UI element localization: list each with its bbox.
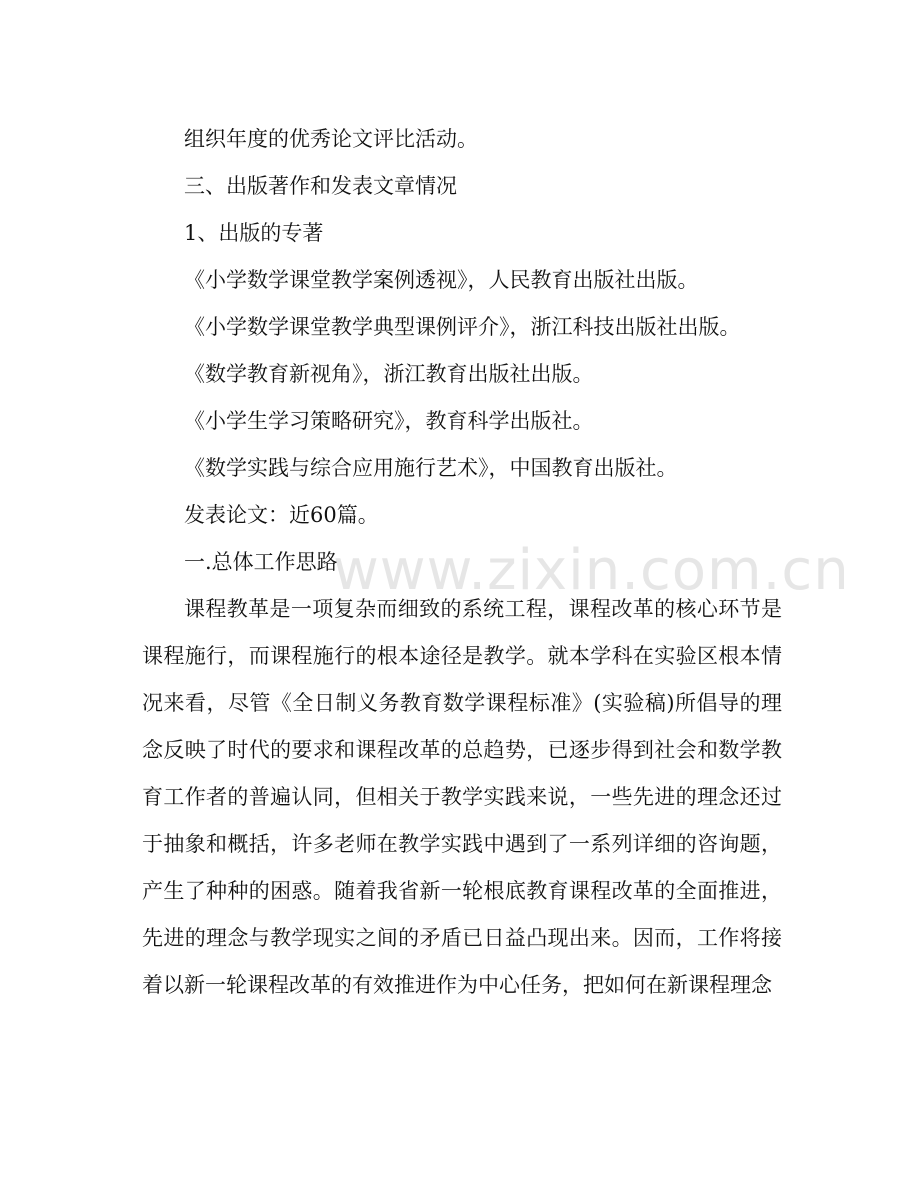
subsection-heading: 1、出版的专著: [184, 221, 324, 245]
watermark: www.zixin.com.cn: [333, 538, 850, 603]
papers-count: 发表论文：近60篇。: [184, 503, 379, 527]
body-paragraph: 课程教革是一项复杂而细致的系统工程，课程改革的核心环节是课程施行，而课程施行的根本途径是教学。就本学科在实验区根本情况来看，尽管《全日制义务教育数学课程标准》(实验稿)所倡导的理念反映了时代的要求和课程改革的总趋势，已逐步得到社会和数学教育工作者的普遍认同，但相关于教学实践来说，一些先进的理念还过于抽象和概括，许多老师在教学实践中遇到了一系列详细的咨询题，产生了种种的困惑。随着我省新一轮根底教育课程改革的全面推进，先进的理念与教学现实之间的矛盾已日益凸现出来。因而，工作将接着以新一轮课程改革的有效推进作为中心任务，把如何在新课程理念: [142, 597, 782, 997]
section-heading: 三、出版著作和发表文章情况: [184, 174, 457, 198]
book-item: 《小学生学习策略研究》，教育科学出版社。: [184, 409, 594, 433]
book-item: 《小学数学课堂教学案例透视》，人民教育出版社出版。: [184, 268, 699, 292]
book-item: 《数学教育新视角》，浙江教育出版社出版。: [184, 362, 594, 386]
book-item: 《小学数学课堂教学典型课例评介》，浙江科技出版社出版。: [184, 315, 741, 339]
document-body: [142, 116, 782, 1030]
text-line: 组织年度的优秀论文评比活动。: [184, 127, 478, 151]
section-heading: 一.总体工作思路: [184, 550, 338, 574]
book-item: 《数学实践与综合应用施行艺术》，中国教育出版社。: [184, 456, 678, 480]
